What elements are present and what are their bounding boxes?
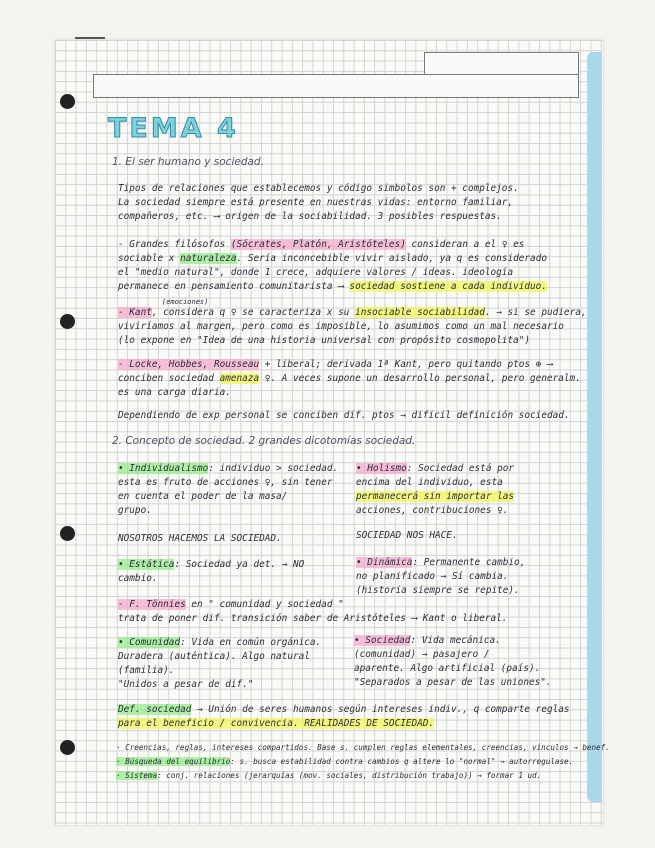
text-line: Dependiendo de exp personal se conciben dif. ptos → dificil definición sociedad. — [118, 410, 570, 421]
text-line: no planificado → Sí cambia. — [356, 571, 509, 582]
text-line: • Individualismo: individuo > sociedad. — [118, 463, 339, 474]
page-edge-tab — [587, 52, 602, 802]
header-box-right — [424, 52, 579, 76]
text-line: - Locke, Hobbes, Rousseau + liberal; derivada 1ª Kant, pero quitando ptos ⊕ ⟶ — [118, 359, 553, 370]
text-line: - Kant, considera q ♀ se caracteriza x su insociable sociabilidad. → si se pudiera, — [118, 307, 587, 318]
text-line — [118, 718, 434, 729]
highlight-pink: • Holismo — [356, 463, 407, 474]
highlight-green: naturaleza — [180, 253, 237, 264]
text-line: permanece en pensamiento comunitarista ⟶ sociedad sostiene a cada individuo. — [118, 281, 547, 292]
text-line: • Dinámica: Permanente cambio, — [356, 557, 526, 568]
punch-hole-4 — [60, 740, 75, 755]
text-line: · Búsqueda del equilibrio: s. busca estabilidad contra cambios q altere lo "normal" → autorregulase. — [116, 757, 574, 766]
text-line — [356, 491, 514, 502]
margin-note: (emociones) — [162, 298, 209, 306]
highlight-yellow: amenaza — [219, 373, 260, 384]
highlight-pink: - Kant — [118, 307, 152, 318]
page-mark — [75, 37, 105, 39]
text-line: Duradera (auténtica). Algo natural — [118, 651, 310, 662]
text-line: sociable x naturaleza. Sería inconcebible vivir aislado, ya q es considerado — [118, 253, 547, 264]
highlight-yellow: para el beneficio / convivencia. REALIDADES DE SOCIEDAD. — [118, 718, 435, 729]
highlight-pink: • Sociedad — [354, 635, 411, 646]
highlight-pink: (Sócrates, Platón, Aristóteles) — [230, 239, 406, 250]
text-line: viviríamos al margen, pero como es imposible, lo asumimos como un mal necesario — [118, 321, 564, 332]
highlight-pink: - F. Tönnies — [118, 599, 186, 610]
punch-hole-2 — [60, 314, 75, 329]
highlight-yellow: permanecerá sin importar las — [356, 491, 515, 502]
highlight-pink: • Dinámica — [356, 557, 413, 568]
text-line: - Grandes filósofos (Sócrates, Platón, Aristóteles) consideran a el ♀ es — [118, 239, 525, 250]
text-line: • Comunidad: Vida en común orgánica. — [118, 637, 322, 648]
punch-hole-1 — [60, 94, 75, 109]
text-line: acciones, contribuciones ♀. — [356, 505, 509, 516]
text-line: esta es fruto de acciones ♀, sin tener — [118, 477, 333, 488]
highlight-green: Def. sociedad — [118, 704, 192, 715]
punch-hole-3 — [60, 526, 75, 541]
highlight-yellow: insociable sociabilidad — [355, 307, 485, 318]
text-line: "Separados a pesar de las uniones". — [354, 677, 552, 688]
highlight-green: · Búsqueda del equilibrio — [116, 757, 231, 766]
text-line: - F. Tönnies en " comunidad y sociedad " — [118, 599, 344, 610]
highlight-green: • Estática — [118, 559, 175, 570]
highlight-green: · Sistema — [116, 771, 158, 780]
text-line: • Estática: Sociedad ya det. → NO — [118, 559, 305, 570]
text-line: (lo expone en "Idea de una historia universal con propósito cosmopolita") — [118, 335, 531, 346]
highlight-green: • Comunidad — [118, 637, 181, 648]
text-line: • Holismo: Sociedad está por — [356, 463, 515, 474]
text-line: "Unidos a pesar de dif." — [118, 679, 254, 690]
header-box-wide — [93, 74, 579, 98]
page-title: TEMA 4 — [108, 113, 239, 144]
text-line: cambio. — [118, 573, 158, 584]
section-1-heading: 1. El ser humano y sociedad. — [112, 156, 264, 168]
highlight-yellow: sociedad sostiene a cada individuo. — [349, 281, 547, 292]
text-line: aparente. Algo artificial (país). — [354, 663, 541, 674]
text-line: en cuenta el poder de la masa/ — [118, 491, 288, 502]
text-line: · Creencias, reglas, intereses compartidos. Base s. cumplen reglas elementales, creencias, vínculos → benef. — [116, 743, 610, 752]
text-line: · Sistema: conj. relaciones (jerarquías (mov. sociales, distribución trabajo)) → formar 1 ud. — [116, 771, 542, 780]
text-line: SOCIEDAD NOS HACE. — [356, 530, 458, 541]
text-line: encima del individuo, esta — [356, 477, 503, 488]
text-line: conciben sociedad amenaza ♀. A veces supone un desarrollo personal, pero generalm. — [118, 373, 581, 384]
text-line: • Sociedad: Vida mecánica. — [354, 635, 501, 646]
text-line: compañeros, etc. ⟶ origen de la sociabilidad. 3 posibles respuestas. — [118, 211, 502, 222]
text-line: NOSOTROS HACEMOS LA SOCIEDAD. — [118, 533, 282, 544]
highlight-green: • Individualismo — [118, 463, 209, 474]
text-line: (comunidad) → pasajero / — [354, 649, 490, 660]
text-line: Def. sociedad → Unión de seres humanos según intereses indiv., q comparte reglas — [118, 704, 570, 715]
text-line: es una carga diaria. — [118, 387, 231, 398]
text-line: (historia siempre se repite). — [356, 585, 520, 596]
text-line: grupo. — [118, 505, 152, 516]
text-line: Tipos de relaciones que establecemos y código simbolos son + complejos. — [118, 183, 519, 194]
text-line: trata de poner dif. transición saber de Aristóteles ⟶ Kant o liberal. — [118, 613, 508, 624]
text-line: (familia). — [118, 665, 175, 676]
highlight-pink: - Locke, Hobbes, Rousseau — [118, 359, 260, 370]
text-line: La sociedad siempre está presente en nuestras vidas: entorno familiar, — [118, 197, 514, 208]
section-2-heading: 2. Concepto de sociedad. 2 grandes dicotomías sociedad. — [112, 435, 416, 447]
text-line: el "medio natural", donde 1 crece, adquiere valores / ideas. ideología — [118, 267, 514, 278]
